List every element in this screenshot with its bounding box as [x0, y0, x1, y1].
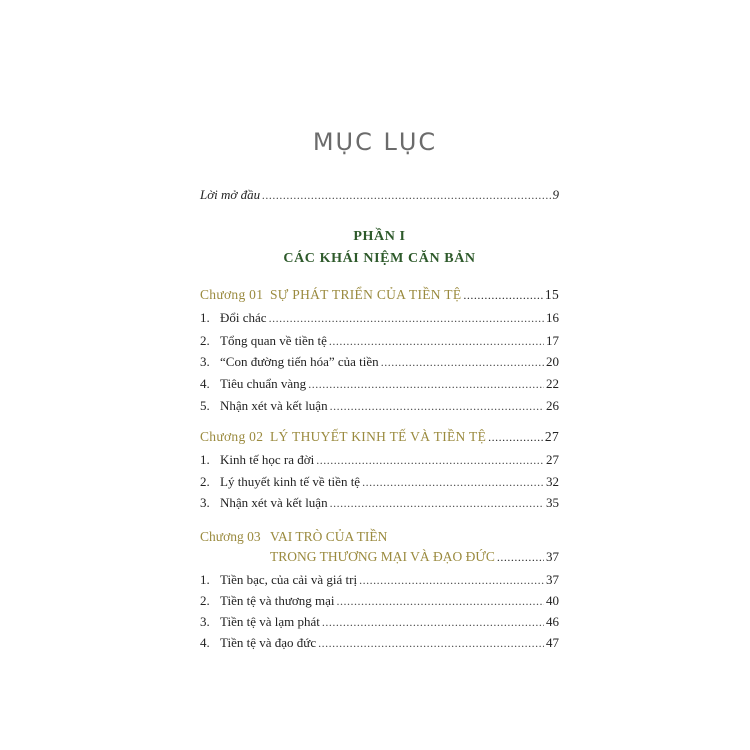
toc-page-number: 37	[546, 572, 559, 587]
toc-page-number: 35	[546, 495, 559, 510]
chapter-title: LÝ THUYẾT KINH TẾ VÀ TIỀN TỆ	[270, 429, 487, 444]
chapter-heading-03	[200, 529, 559, 549]
leader-dots	[316, 453, 544, 468]
item-number: 1.	[200, 452, 210, 467]
toc-page-number: 17	[546, 333, 559, 348]
toc-entry	[200, 452, 559, 472]
toc-entry-label: Kinh tế học ra đời	[220, 452, 315, 467]
leader-dots	[318, 636, 544, 651]
toc-page-number: 9	[552, 187, 559, 202]
chapter-title-line1: VAI TRÒ CỦA TIỀN	[270, 529, 388, 544]
toc-page-number: 46	[546, 614, 559, 629]
item-number: 3.	[200, 614, 210, 629]
leader-dots	[308, 377, 544, 392]
item-number: 4.	[200, 376, 210, 391]
toc-entry	[200, 333, 559, 353]
toc-page-number: 16	[546, 310, 559, 325]
leader-dots	[330, 399, 544, 414]
chapter-heading-01	[200, 287, 559, 307]
leader-dots	[330, 496, 544, 511]
chapter-heading-02	[200, 429, 559, 449]
chapter-heading-03-line2	[270, 549, 559, 569]
toc-page-number: 37	[546, 549, 559, 564]
item-number: 2.	[200, 474, 210, 489]
toc-page-number: 20	[546, 354, 559, 369]
leader-dots	[329, 334, 544, 349]
toc-entry	[200, 572, 559, 592]
toc-page-number: 47	[546, 635, 559, 650]
toc-entry	[200, 495, 559, 515]
toc-entry-label: Tiền bạc, của cải và giá trị	[220, 572, 358, 587]
toc-page-number: 22	[546, 376, 559, 391]
toc-entry-label: Nhận xét và kết luận	[220, 495, 328, 510]
toc-entry-label: Tiêu chuẩn vàng	[220, 376, 307, 391]
toc-entry-label: Tiền tệ và thương mại	[220, 593, 335, 608]
item-number: 3.	[200, 495, 210, 510]
toc-entry	[200, 614, 559, 634]
toc-page-number: 27	[546, 452, 559, 467]
chapter-number: Chương 03	[200, 529, 261, 544]
leader-dots	[269, 311, 544, 326]
toc-page-number: 26	[546, 398, 559, 413]
leader-dots	[362, 475, 544, 490]
toc-entry-label: Tổng quan về tiền tệ	[220, 333, 327, 348]
toc-entry	[200, 310, 559, 330]
leader-dots	[497, 550, 544, 565]
part-heading: PHẦN I	[353, 229, 406, 244]
item-number: 1.	[200, 310, 210, 325]
item-number: 2.	[200, 593, 210, 608]
chapter-number: Chương 02	[200, 429, 264, 444]
toc-entry-label: Nhận xét và kết luận	[220, 398, 328, 413]
toc-entry	[200, 474, 559, 494]
leader-dots	[463, 288, 543, 303]
toc-entry-label: “Con đường tiến hóa” của tiền	[220, 354, 379, 369]
toc-entry	[200, 376, 559, 396]
leader-dots	[337, 594, 544, 609]
chapter-title: SỰ PHÁT TRIỂN CỦA TIỀN TỆ	[270, 287, 462, 302]
toc-entry-label: Tiền tệ và đạo đức	[220, 635, 317, 650]
toc-page-number: 27	[544, 429, 559, 444]
toc-entry-label: Đổi chác	[220, 310, 267, 325]
leader-dots	[488, 430, 543, 445]
toc-entry-label: Tiền tệ và lạm phát	[220, 614, 320, 629]
toc-page-number: 40	[546, 593, 559, 608]
toc-entry	[200, 354, 559, 374]
toc-entry	[200, 398, 559, 418]
part-subheading: CÁC KHÁI NIỆM CĂN BẢN	[283, 251, 476, 266]
toc-entry	[200, 635, 559, 655]
item-number: 2.	[200, 333, 210, 348]
leader-dots	[381, 355, 544, 370]
toc-page-number: 15	[544, 287, 559, 302]
item-number: 1.	[200, 572, 210, 587]
leader-dots	[359, 573, 544, 588]
page-title: MỤC LỤC	[312, 128, 438, 156]
toc-entry-intro	[200, 187, 559, 207]
chapter-number: Chương 01	[200, 287, 264, 302]
item-number: 3.	[200, 354, 210, 369]
item-number: 4.	[200, 635, 210, 650]
chapter-title-line2: TRONG THƯƠNG MẠI VÀ ĐẠO ĐỨC	[270, 549, 495, 564]
toc-entry-label: Lý thuyết kinh tế về tiền tệ	[220, 474, 361, 489]
toc-page-number: 32	[546, 474, 559, 489]
leader-dots	[262, 188, 550, 203]
leader-dots	[322, 615, 544, 630]
toc-entry	[200, 593, 559, 613]
toc-entry-label: Lời mở đầu	[200, 187, 261, 202]
item-number: 5.	[200, 398, 210, 413]
